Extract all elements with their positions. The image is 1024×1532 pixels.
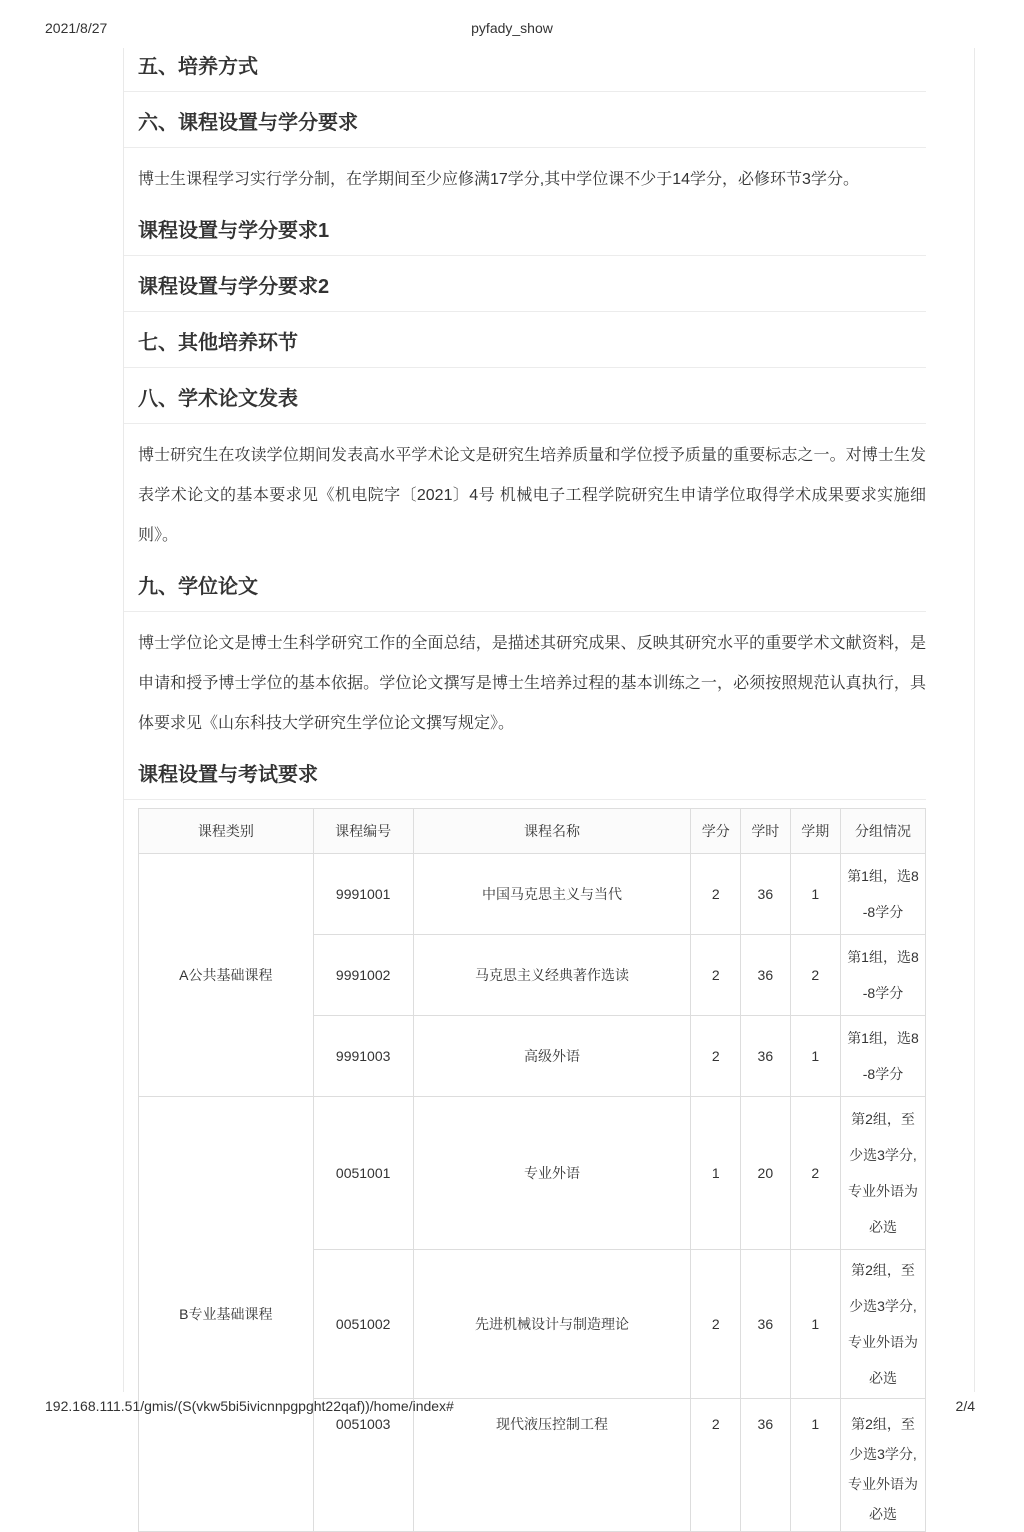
course-category-a: A公共基础课程 xyxy=(139,854,314,1097)
section-heading-course-exam: 课程设置与考试要求 xyxy=(138,764,318,786)
section-divider xyxy=(124,91,926,92)
column-header-code: 课程编号 xyxy=(313,809,413,854)
course-code: 9991003 xyxy=(313,1016,413,1097)
table-row xyxy=(139,854,926,935)
course-table xyxy=(138,808,926,1532)
course-group: 第1组，选8-8学分 xyxy=(840,854,925,935)
course-name: 马克思主义经典著作选读 xyxy=(413,935,691,1016)
section-divider xyxy=(124,611,926,612)
course-code: 0051003 xyxy=(313,1399,413,1532)
course-hours: 36 xyxy=(741,854,791,935)
course-credits: 2 xyxy=(691,1016,741,1097)
course-name: 高级外语 xyxy=(413,1016,691,1097)
course-category-b: B专业基础课程 xyxy=(139,1097,314,1532)
course-name: 先进机械设计与制造理论 xyxy=(413,1250,691,1399)
course-credits: 2 xyxy=(691,935,741,1016)
course-credits: 2 xyxy=(691,854,741,935)
section-divider xyxy=(124,147,926,148)
print-footer xyxy=(45,1398,979,1416)
column-header-semester: 学期 xyxy=(790,809,840,854)
course-group: 第1组，选8-8学分 xyxy=(840,1016,925,1097)
paragraph-paper-rule: 博士研究生在攻读学位期间发表高水平学术论文是研究生培养质量和学位授予质量的重要标志之一。对博士生发表学术论文的基本要求见《机电院字〔2021〕4号 机械电子工程学院研究生申请学位取得学术成果要求实施细则》。 xyxy=(138,447,926,544)
column-header-credits: 学分 xyxy=(691,809,741,854)
course-code: 0051002 xyxy=(313,1250,413,1399)
section-heading-training-mode: 五、培养方式 xyxy=(138,56,258,78)
course-group: 第1组，选8-8学分 xyxy=(840,935,925,1016)
section-heading-degree-thesis: 九、学位论文 xyxy=(138,576,258,598)
course-code: 9991001 xyxy=(313,854,413,935)
section-heading-paper-publish: 八、学术论文发表 xyxy=(138,388,298,410)
section-divider xyxy=(124,255,926,256)
section-divider xyxy=(124,367,926,368)
document-title: pyfady_show xyxy=(471,20,553,36)
column-header-name: 课程名称 xyxy=(413,809,691,854)
section-heading-other-steps: 七、其他培养环节 xyxy=(138,332,298,354)
column-header-hours: 学时 xyxy=(741,809,791,854)
table-row xyxy=(139,1097,926,1250)
column-header-group: 分组情况 xyxy=(840,809,925,854)
course-name: 现代液压控制工程 xyxy=(413,1399,691,1532)
table-header-row xyxy=(139,809,926,854)
print-date: 2021/8/27 xyxy=(45,20,108,36)
course-credits: 1 xyxy=(691,1097,741,1250)
course-credits: 2 xyxy=(691,1399,741,1532)
print-footer-url: 192.168.111.51/gmis/(S(vkw5bi5ivicnnpgpght22qaf))/home/index# xyxy=(45,1398,454,1414)
course-code: 9991002 xyxy=(313,935,413,1016)
course-semester: 2 xyxy=(790,935,840,1016)
course-group: 第2组，至少选3学分,专业外语为必选 xyxy=(840,1250,925,1399)
course-hours: 36 xyxy=(741,1016,791,1097)
section-divider xyxy=(124,311,926,312)
column-header-category: 课程类别 xyxy=(139,809,314,854)
section-heading-credit-req-1: 课程设置与学分要求1 xyxy=(138,220,330,242)
section-heading-course-credit: 六、课程设置与学分要求 xyxy=(138,112,358,134)
course-hours: 36 xyxy=(741,1250,791,1399)
course-code: 0051001 xyxy=(313,1097,413,1250)
course-hours: 36 xyxy=(741,935,791,1016)
course-semester: 1 xyxy=(790,1250,840,1399)
course-group: 第2组，至少选3学分,专业外语为必选 xyxy=(840,1399,925,1532)
section-heading-credit-req-2: 课程设置与学分要求2 xyxy=(138,276,330,298)
course-hours: 20 xyxy=(741,1097,791,1250)
paragraph-thesis-rule: 博士学位论文是博士生科学研究工作的全面总结，是描述其研究成果、反映其研究水平的重要学术文献资料，是申请和授予博士学位的基本依据。学位论文撰写是博士生培养过程的基本训练之一，必须按照规范认真执行，具体要求见《山东科技大学研究生学位论文撰写规定》。 xyxy=(138,635,926,732)
course-credits: 2 xyxy=(691,1250,741,1399)
course-semester: 1 xyxy=(790,854,840,935)
course-hours: 36 xyxy=(741,1399,791,1532)
section-divider xyxy=(124,423,926,424)
paragraph-credit-rule: 博士生课程学习实行学分制，在学期间至少应修满17学分,其中学位课不少于14学分，必修环节3学分。 xyxy=(138,171,859,188)
section-divider xyxy=(124,799,926,800)
course-group: 第2组，至少选3学分,专业外语为必选 xyxy=(840,1097,925,1250)
course-semester: 1 xyxy=(790,1399,840,1532)
print-header xyxy=(45,20,979,38)
course-name: 中国马克思主义与当代 xyxy=(413,854,691,935)
course-semester: 2 xyxy=(790,1097,840,1250)
course-name: 专业外语 xyxy=(413,1097,691,1250)
course-semester: 1 xyxy=(790,1016,840,1097)
page-number: 2/4 xyxy=(955,1398,975,1414)
